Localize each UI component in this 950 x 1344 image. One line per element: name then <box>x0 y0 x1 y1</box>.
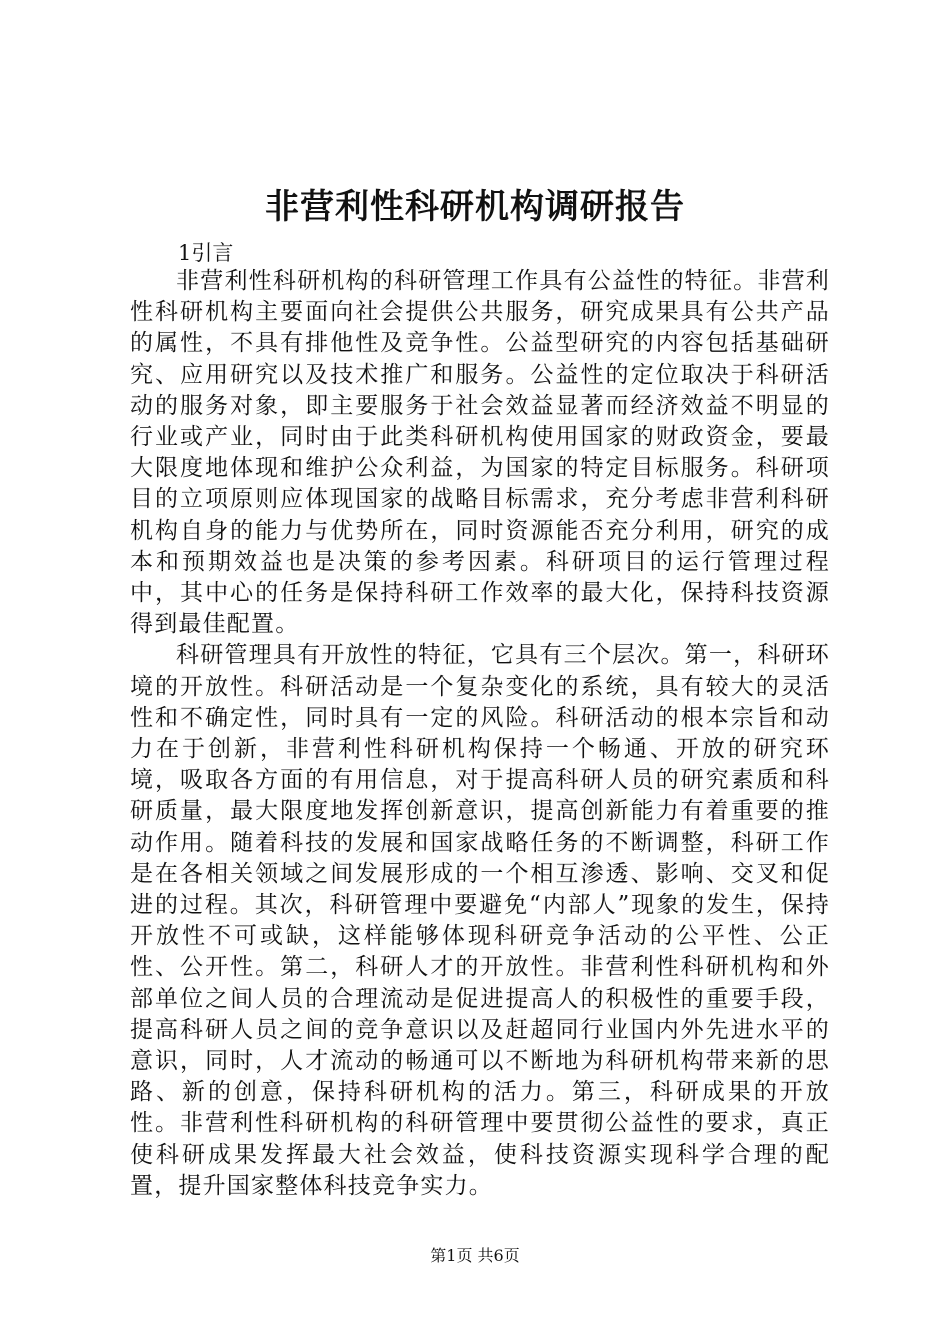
section-heading: 1引言 <box>178 241 234 265</box>
paragraph-1: 非营利性科研机构的科研管理工作具有公益性的特征。非营利性科研机构主要面向社会提供公共服务，研究成果具有公共产品的属性，不具有排他性及竞争性。公益型研究的内容包括基础研究、应用研究以及技术推广和服务。公益性的定位取决于科研活动的服务对象，即主要服务于社会效益显著而经济效益不明显的行业或产业，同时由于此类科研机构使用国家的财政资金，要最大限度地体现和维护公众利益，为国家的特定目标服务。科研项目的立项原则应体现国家的战略目标需求，充分考虑非营利科研机构自身的能力与优势所在，同时资源能否充分利用，研究的成本和预期效益也是决策的参考因素。科研项目的运行管理过程中，其中心的任务是保持科研工作效率的最大化，保持科技资源得到最佳配置。 <box>130 268 830 638</box>
page-footer: 第1页 共6页 <box>430 1246 520 1265</box>
body-text <box>130 266 830 1202</box>
paragraph-2: 科研管理具有开放性的特征，它具有三个层次。第一，科研环境的开放性。科研活动是一个复杂变化的系统，具有较大的灵活性和不确定性，同时具有一定的风险。科研活动的根本宗旨和动力在于创新，非营利性科研机构保持一个畅通、开放的研究环境，吸取各方面的有用信息，对于提高科研人员的研究素质和科研质量，最大限度地发挥创新意识，提高创新能力有着重要的推动作用。随着科技的发展和国家战略任务的不断调整，科研工作是在各相关领域之间发展形成的一个相互渗透、影响、交叉和促进的过程。其次，科研管理中要避免“内部人”现象的发生，保持开放性不可或缺，这样能够体现科研竞争活动的公平性、公正性、公开性。第二，科研人才的开放性。非营利性科研机构和外部单位之间人员的合理流动是促进提高人的积极性的重要手段，提高科研人员之间的竞争意识以及赶超同行业国内外先进水平的意识，同时，人才流动的畅通可以不断地为科研机构带来新的思路、新的创意，保持科研机构的活力。第三，科研成果的开放性。非营利性科研机构的科研管理中要贯彻公益性的要求，真正使科研成果发挥最大社会效益，使科技资源实现科学合理的配置，提升国家整体科技竞争实力。 <box>130 642 830 1199</box>
document-title: 非营利性科研机构调研报告 <box>265 187 685 227</box>
